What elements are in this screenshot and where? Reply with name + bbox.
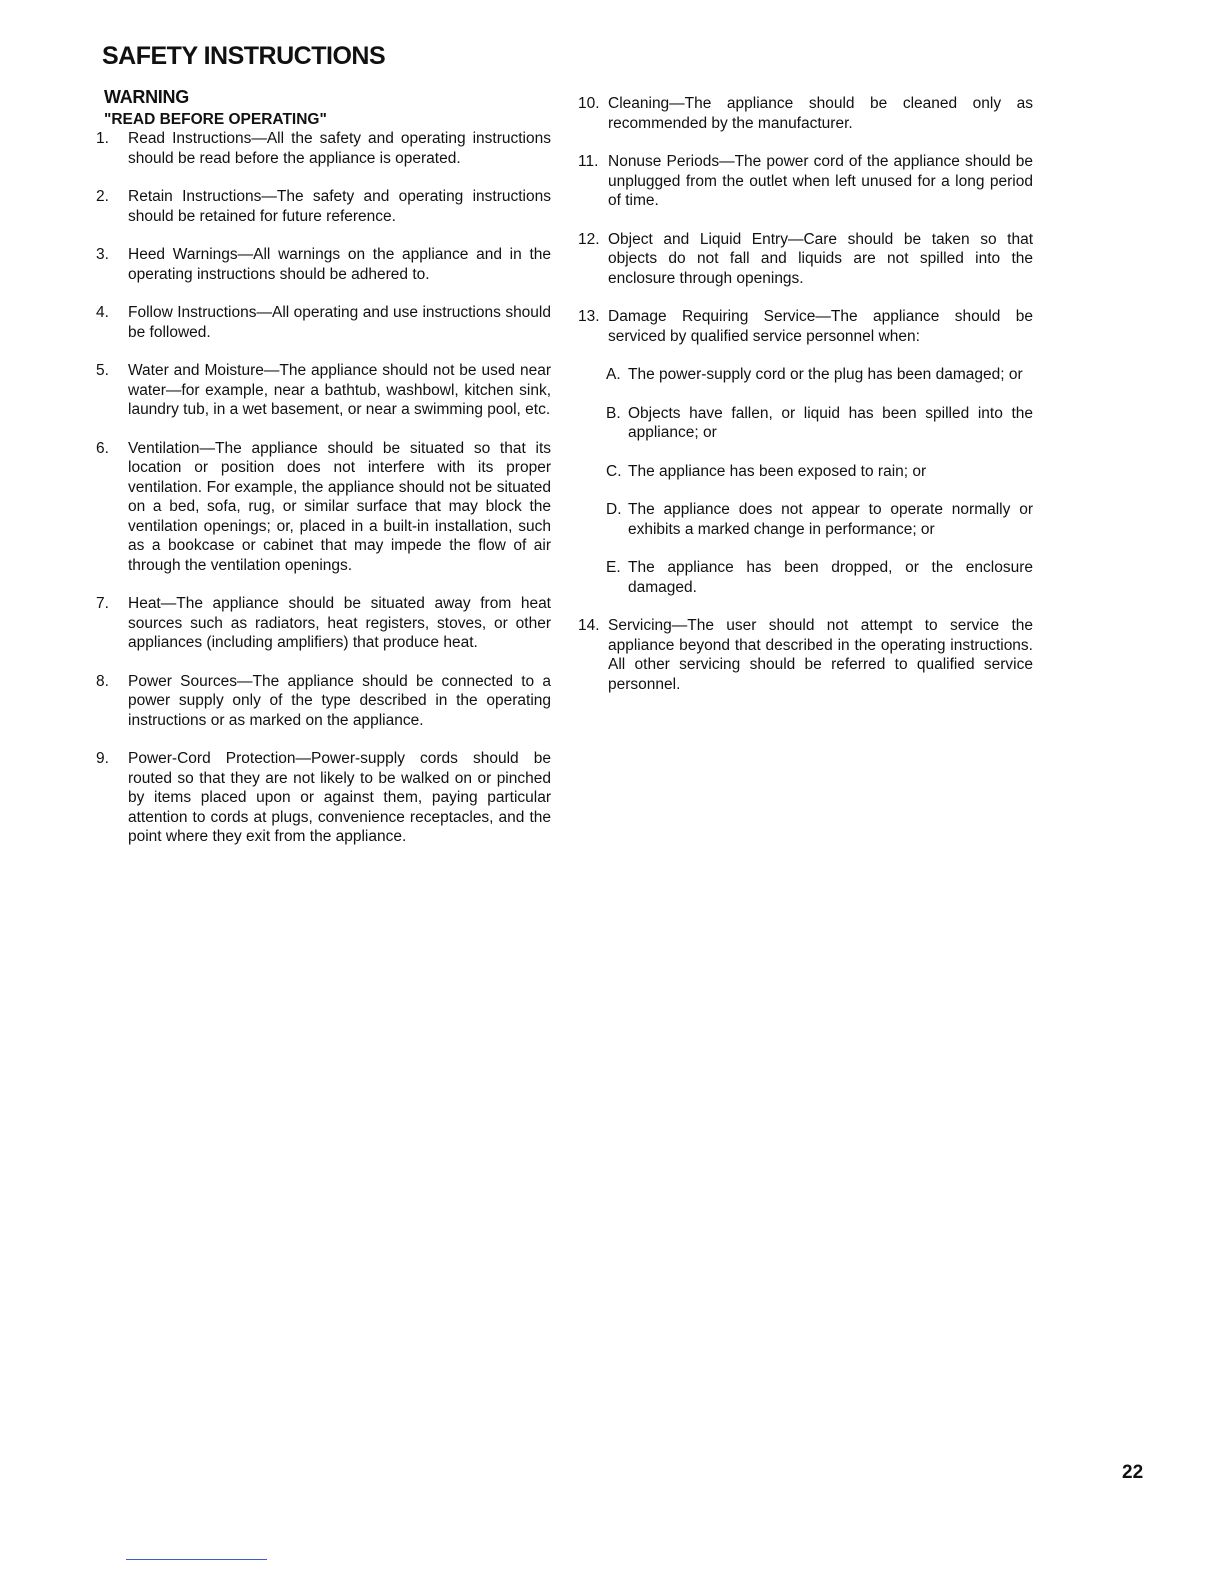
page-title: SAFETY INSTRUCTIONS [102, 42, 386, 70]
sub-list-item [606, 462, 1033, 482]
item-text: Object and Liquid Entry—Care should be taken so that objects do not fall and liquids are not spilled into the enclosure through openings. [608, 230, 1033, 287]
item-number: 12. [578, 230, 600, 248]
sub-item-letter: C. [606, 462, 622, 480]
item-number: 7. [96, 595, 109, 612]
sub-list-item [606, 500, 1033, 539]
item-number: 3. [96, 246, 109, 263]
instruction-item [96, 303, 551, 342]
sub-item-text: Objects have fallen, or liquid has been spilled into the appliance; or [628, 404, 1033, 441]
item-number: 5. [96, 362, 109, 379]
instruction-item [578, 307, 1033, 346]
right-column [578, 94, 1033, 713]
sub-item-letter: E. [606, 559, 621, 576]
sub-item-text: The appliance has been dropped, or the enclosure damaged. [628, 559, 1033, 596]
item-text: Damage Requiring Service—The appliance should be serviced by qualified service personnel when: [608, 308, 1033, 345]
instruction-item [96, 749, 551, 847]
item-text: Power Sources—The appliance should be connected to a power supply only of the type described in the operating instructions or as marked on the appliance. [128, 672, 551, 729]
item-number: 11. [578, 153, 599, 170]
sub-item-text: The power-supply cord or the plug has been damaged; or [628, 366, 1023, 383]
instruction-item [96, 245, 551, 284]
item-number: 2. [96, 188, 109, 205]
item-text: Follow Instructions—All operating and use instructions should be followed. [128, 304, 551, 341]
item-text: Water and Moisture—The appliance should not be used near water—for example, near a bathtub, washbowl, kitchen sink, laundry tub, in a wet basement, or near a swimming pool, etc. [128, 362, 551, 418]
item-number: 13. [578, 308, 600, 325]
damage-conditions-list [606, 365, 1033, 597]
item-text: Power-Cord Protection—Power-supply cords should be routed so that they are not likely to be walked on or pinched by items placed upon or against them, paying particular attention to cords at plugs, convenience receptacles, and the point where they exit from the appliance. [128, 750, 551, 845]
sub-list-item [606, 365, 1033, 385]
item-text: Ventilation—The appliance should be situated so that its location or position does not interfere with its proper ventilation. For example, the appliance should not be situated on a bed, sofa, rug, or similar surface that may block the ventilation openings; or, placed in a built-in installation, such as a bookcase or cabinet that may impede the flow of air through the ventilation openings. [128, 439, 551, 574]
sub-item-letter: A. [606, 366, 621, 383]
warning-heading: WARNING [104, 87, 189, 107]
item-text: Nonuse Periods—The power cord of the appliance should be unplugged from the outlet when left unused for a long period of time. [608, 153, 1033, 209]
item-text: Cleaning—The appliance should be cleaned only as recommended by the manufacturer. [608, 95, 1033, 132]
item-text: Retain Instructions—The safety and operating instructions should be retained for future reference. [128, 188, 551, 225]
sub-item-text: The appliance does not appear to operate normally or exhibits a marked change in performance; or [628, 501, 1033, 538]
instruction-item [96, 129, 551, 168]
page-number: 22 [1122, 1462, 1144, 1483]
instruction-item [578, 616, 1033, 694]
item-number: 10. [578, 95, 600, 112]
item-text: Servicing—The user should not attempt to service the appliance beyond that described in the operating instructions. All other servicing should be referred to qualified service personnel. [608, 617, 1033, 693]
instruction-item [96, 187, 551, 226]
sub-list-item [606, 558, 1033, 597]
sub-list-item [606, 404, 1033, 443]
instruction-item [96, 672, 551, 731]
item-text: Heed Warnings—All warnings on the appliance and in the operating instructions should be adhered to. [128, 246, 551, 283]
item-number: 4. [96, 304, 109, 321]
footer-divider [126, 1559, 267, 1560]
instruction-item [578, 94, 1033, 133]
item-text: Read Instructions—All the safety and operating instructions should be read before the appliance is operated. [128, 130, 551, 167]
item-text: Heat—The appliance should be situated away from heat sources such as radiators, heat registers, stoves, or other appliances (including amplifiers) that produce heat. [128, 595, 551, 651]
left-column [96, 88, 551, 866]
instruction-item [96, 439, 551, 576]
item-number: 14. [578, 617, 600, 634]
item-number: 6. [96, 439, 109, 457]
sub-item-letter: B. [606, 404, 621, 422]
warning-subheading: "READ BEFORE OPERATING" [104, 110, 327, 128]
sub-item-text: The appliance has been exposed to rain; or [628, 462, 927, 480]
item-number: 9. [96, 750, 109, 767]
instruction-item [578, 230, 1033, 289]
instruction-item [96, 361, 551, 420]
sub-item-letter: D. [606, 501, 622, 518]
instruction-item [578, 152, 1033, 211]
instruction-item [96, 594, 551, 653]
item-number: 1. [96, 130, 109, 147]
item-number: 8. [96, 672, 109, 690]
